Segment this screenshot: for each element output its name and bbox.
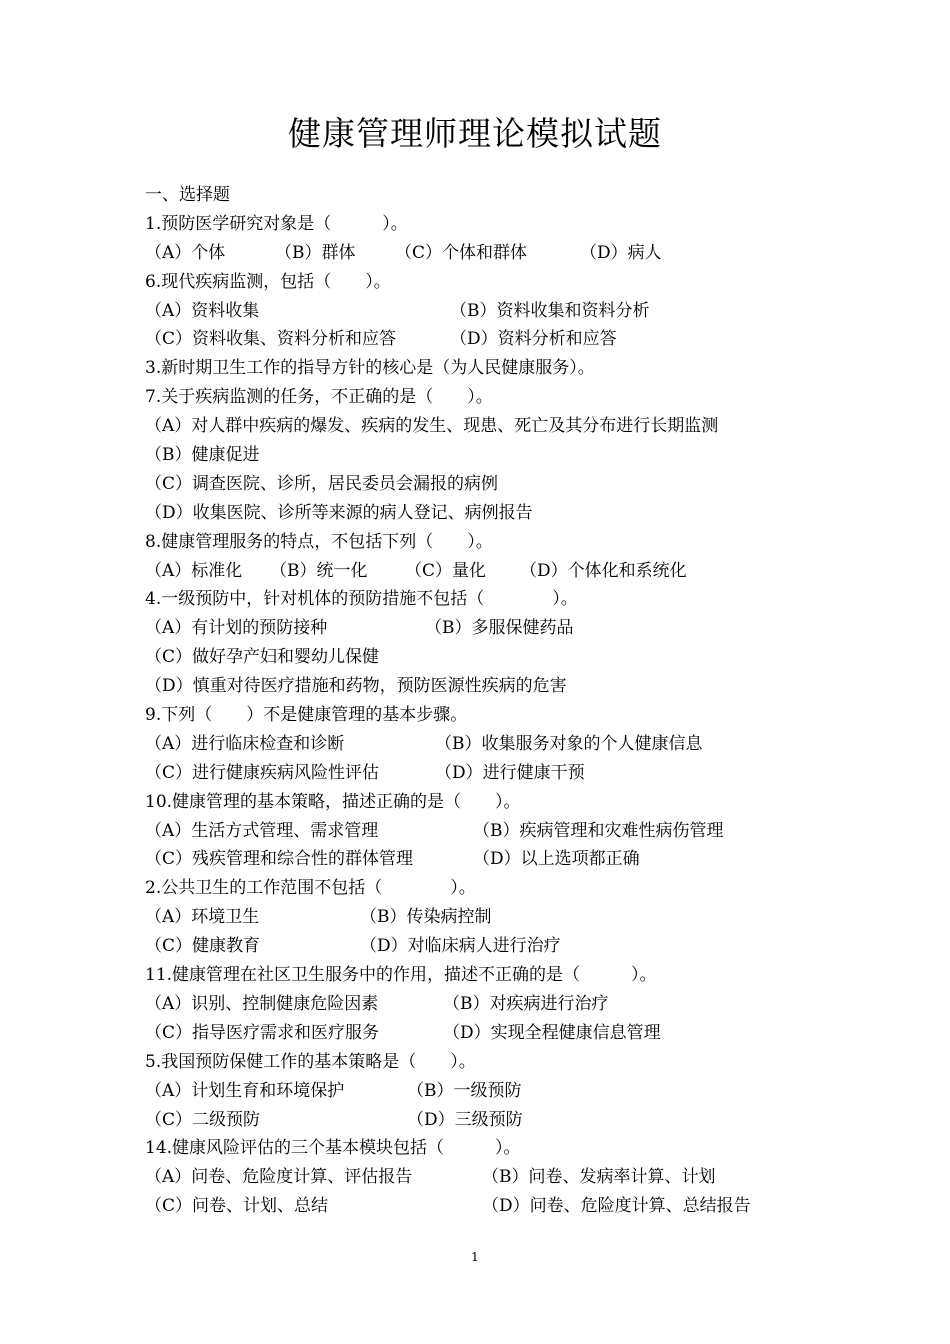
- answer-option: （C）个体和群体: [395, 242, 528, 263]
- answer-option: （B）一级预防: [407, 1080, 522, 1101]
- answer-option: （A）资料收集: [145, 300, 260, 321]
- options-row: [145, 1163, 825, 1192]
- question-stem: 10.健康管理的基本策略，描述正确的是（ ）。: [145, 791, 521, 812]
- question-stem: 9.下列（ ）不是健康管理的基本步骤。: [145, 705, 468, 726]
- question-stem: 14.健康风险评估的三个基本模块包括（ ）。: [145, 1138, 521, 1159]
- answer-option: （D）对临床病人进行治疗: [360, 936, 561, 957]
- answer-option: （C）问卷、计划、总结: [145, 1196, 329, 1217]
- answer-option: （A）计划生育和环境保护: [145, 1080, 345, 1101]
- answer-option: （D）病人: [580, 242, 662, 263]
- answer-option: （B）问卷、发病率计算、计划: [482, 1167, 716, 1188]
- options-row: [145, 730, 825, 759]
- question-stem: 2.公共卫生的工作范围不包括（ ）。: [145, 878, 476, 899]
- question-stem: 5.我国预防保健工作的基本策略是（ ）。: [145, 1051, 476, 1072]
- options-row: [145, 1019, 825, 1048]
- answer-option: （D）以上选项都正确: [473, 849, 640, 870]
- question-stem: 7.关于疾病监测的任务，不正确的是（ ）。: [145, 387, 493, 408]
- answer-option: （D）问卷、危险度计算、总结报告: [482, 1196, 751, 1217]
- answer-option: （A）环境卫生: [145, 907, 260, 928]
- options-row: [145, 557, 825, 586]
- options-row: [145, 239, 825, 268]
- answer-option: （A）对人群中疾病的爆发、疾病的发生、现患、死亡及其分布进行长期监测: [145, 416, 719, 437]
- answer-option: （A）生活方式管理、需求管理: [145, 820, 379, 841]
- question-stem: 1.预防医学研究对象是（ ）。: [145, 213, 408, 234]
- options-row: [145, 672, 825, 701]
- answer-option: （B）传染病控制: [360, 907, 492, 928]
- options-row: [145, 297, 825, 326]
- answer-option: （C）量化: [405, 560, 487, 581]
- answer-option: （D）收集医院、诊所等来源的病人登记、病例报告: [145, 502, 533, 523]
- answer-option: （D）进行健康干预: [435, 762, 585, 783]
- options-row: [145, 932, 825, 961]
- answer-option: （C）残疾管理和综合性的群体管理: [145, 849, 414, 870]
- answer-option: （A）有计划的预防接种: [145, 618, 328, 639]
- options-row: [145, 441, 825, 470]
- answer-option: （A）进行临床检查和诊断: [145, 733, 345, 754]
- answer-option: （B）健康促进: [145, 445, 260, 466]
- options-row: [145, 845, 825, 874]
- answer-option: （D）个体化和系统化: [520, 560, 687, 581]
- answer-option: （B）统一化: [270, 560, 368, 581]
- answer-option: （B）群体: [275, 242, 356, 263]
- options-row: [145, 990, 825, 1019]
- options-row: [145, 903, 825, 932]
- options-row: [145, 499, 825, 528]
- answer-option: （A）识别、控制健康危险因素: [145, 993, 379, 1014]
- answer-option: （A）个体: [145, 242, 226, 263]
- answer-option: （A）标准化: [145, 560, 243, 581]
- answer-option: （D）慎重对待医疗措施和药物，预防医源性疾病的危害: [145, 676, 567, 697]
- options-row: [145, 1106, 825, 1135]
- answer-option: （B）资料收集和资料分析: [450, 300, 650, 321]
- answer-option: （C）二级预防: [145, 1109, 261, 1130]
- answer-option: （B）疾病管理和灾难性病伤管理: [473, 820, 724, 841]
- answer-option: （B）对疾病进行治疗: [443, 993, 609, 1014]
- question-stem: 4.一级预防中，针对机体的预防措施不包括（ ）。: [145, 589, 578, 610]
- options-row: [145, 614, 825, 643]
- options-row: [145, 817, 825, 846]
- options-row: [145, 325, 825, 354]
- question-stem: 11.健康管理在社区卫生服务中的作用，描述不正确的是（ ）。: [145, 965, 657, 986]
- section-heading: 一、选择题: [145, 185, 230, 205]
- answer-option: （C）指导医疗需求和医疗服务: [145, 1022, 380, 1043]
- document-title: 健康管理师理论模拟试题: [288, 114, 662, 153]
- answer-option: （D）资料分析和应答: [450, 329, 617, 350]
- question-stem: 3.新时期卫生工作的指导方针的核心是（为人民健康服务）。: [145, 358, 595, 379]
- answer-option: （C）资料收集、资料分析和应答: [145, 329, 397, 350]
- options-row: [145, 412, 825, 441]
- answer-option: （C）调查医院、诊所，居民委员会漏报的病例: [145, 473, 499, 494]
- answer-option: （B）收集服务对象的个人健康信息: [435, 733, 703, 754]
- options-row: [145, 1192, 825, 1221]
- answer-option: （C）做好孕产妇和婴幼儿保健: [145, 647, 380, 668]
- question-stem: 8.健康管理服务的特点，不包括下列（ ）。: [145, 531, 493, 552]
- question-list: [145, 181, 825, 1221]
- options-row: [145, 470, 825, 499]
- options-row: [145, 643, 825, 672]
- options-row: [145, 1077, 825, 1106]
- answer-option: （D）实现全程健康信息管理: [443, 1022, 661, 1043]
- answer-option: （B）多服保健药品: [425, 618, 574, 639]
- answer-option: （C）进行健康疾病风险性评估: [145, 762, 380, 783]
- answer-option: （A）问卷、危险度计算、评估报告: [145, 1167, 413, 1188]
- options-row: [145, 759, 825, 788]
- question-stem: 6.现代疾病监测，包括（ ）。: [145, 271, 391, 292]
- answer-option: （C）健康教育: [145, 936, 261, 957]
- page-number: 1: [471, 1250, 479, 1264]
- answer-option: （D）三级预防: [407, 1109, 523, 1130]
